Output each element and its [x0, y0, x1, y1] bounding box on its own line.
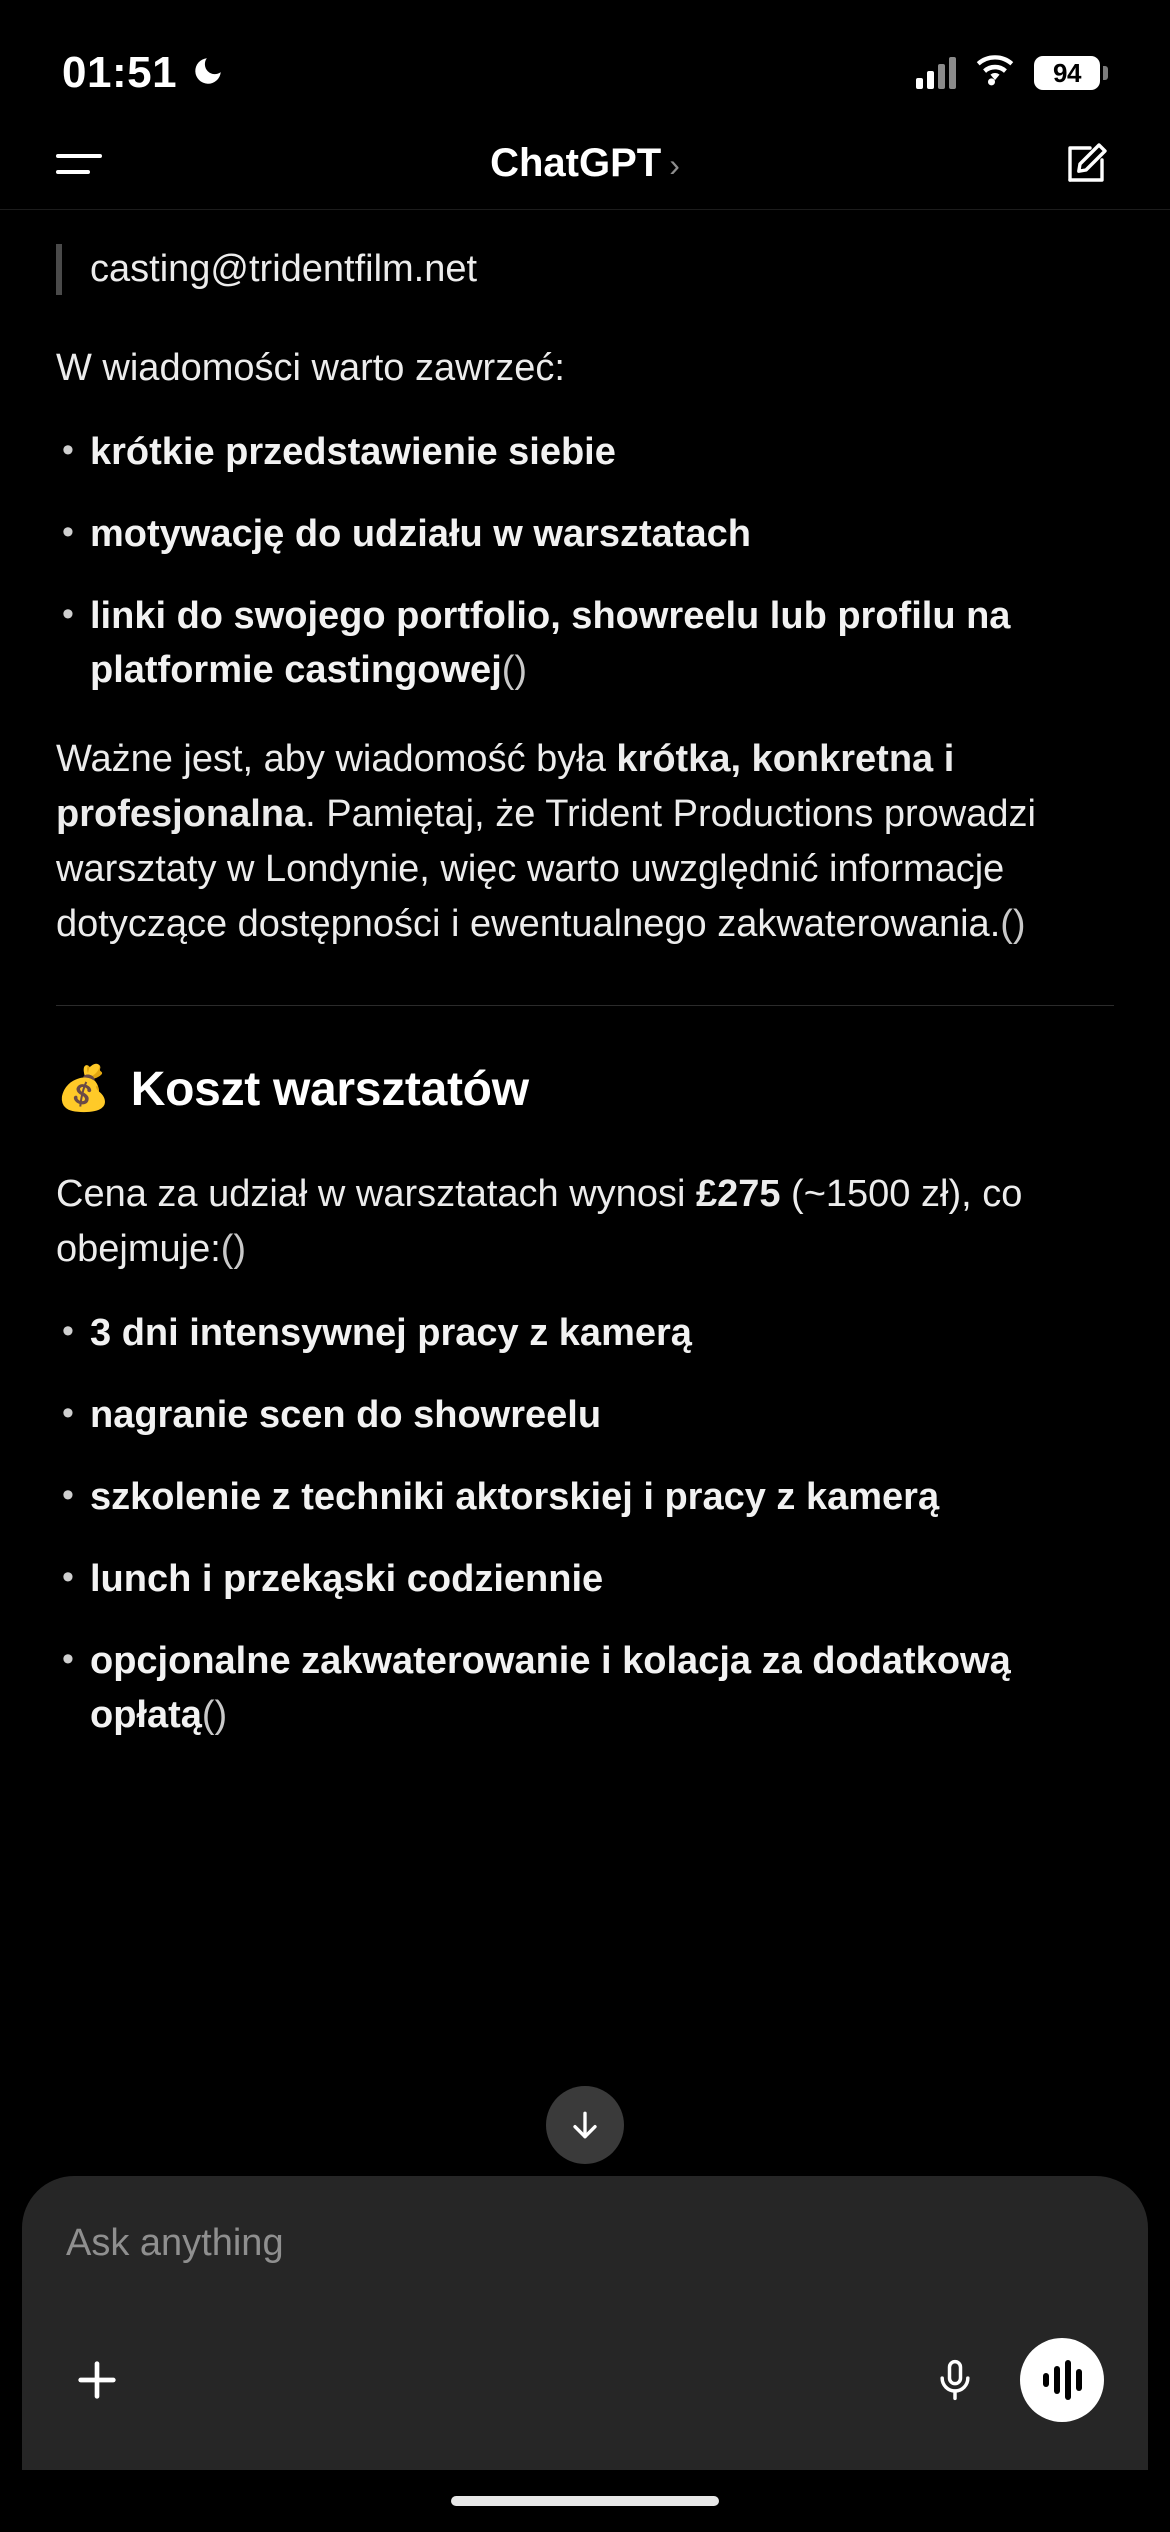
list-item [56, 1553, 1114, 1607]
citation-marker: () [501, 649, 528, 692]
list-item-text: motywację do udziału w warsztatach [90, 513, 751, 556]
list-item-text: lunch i przekąski codziennie [90, 1557, 604, 1600]
message-composer[interactable] [22, 2176, 1148, 2470]
list-item-text: krótkie przedstawienie siebie [90, 431, 616, 474]
home-indicator-area [0, 2470, 1170, 2532]
status-bar-left [62, 48, 225, 98]
list-item-text: szkolenie z techniki aktorskiej i pracy z kamerą [90, 1475, 940, 1518]
cellular-signal-icon [916, 57, 956, 89]
list-item-text: opcjonalne zakwaterowanie i kolacja za dodatkową opłatą [90, 1639, 1011, 1736]
top-nav-bar [0, 118, 1170, 210]
status-bar-right [916, 55, 1108, 92]
list-item [56, 426, 1114, 480]
quote-text: casting@tridentfilm.net [90, 248, 478, 290]
composer-right-tools [926, 2338, 1104, 2422]
attach-plus-icon[interactable] [66, 2349, 128, 2411]
cost-section-heading [56, 1062, 1114, 1117]
microphone-icon[interactable] [926, 2349, 984, 2411]
section-title: Koszt warsztatów [130, 1062, 529, 1116]
price-bullet-list [56, 1307, 1114, 1743]
citation-marker: () [1000, 903, 1026, 946]
status-bar [0, 0, 1170, 118]
hamburger-menu-icon[interactable] [56, 136, 112, 192]
home-indicator [451, 2496, 719, 2506]
paragraph-bold-1: krótka, konkretna i profesjonalna [56, 738, 955, 836]
price-part-1: Cena za udział w warsztatach wynosi [56, 1172, 696, 1215]
citation-marker: () [220, 1227, 247, 1270]
price-part-2: (~1500 zł), co obejmuje: [56, 1172, 1023, 1270]
price-amount: £275 [695, 1172, 781, 1215]
conversation-scroll-area[interactable] [0, 210, 1170, 2176]
intro-paragraph: W wiadomości warto zawrzeć: [56, 347, 565, 390]
section-divider [56, 1005, 1114, 1006]
chevron-right-icon: › [669, 147, 680, 183]
composer-toolbar [66, 2338, 1104, 2422]
money-bag-icon: 💰 [56, 1064, 111, 1114]
email-quote-block [56, 244, 1114, 295]
scroll-to-bottom-arrow-icon[interactable] [546, 2086, 624, 2164]
message-bullet-list [56, 426, 1114, 698]
list-item [56, 590, 1114, 698]
list-item-text: nagranie scen do showreelu [90, 1393, 602, 1436]
chat-input[interactable]: Ask anything [66, 2222, 284, 2264]
page-title: ChatGPT [490, 141, 662, 185]
battery-indicator [1034, 56, 1108, 90]
chat-title-button[interactable] [490, 141, 680, 186]
status-time: 01:51 [62, 48, 178, 97]
battery-percent: 94 [1053, 57, 1081, 88]
new-chat-compose-icon[interactable] [1058, 136, 1114, 192]
list-item [56, 1635, 1114, 1743]
paragraph-part-1: Ważne jest, aby wiadomość była [56, 738, 617, 781]
list-item [56, 508, 1114, 562]
voice-mode-icon[interactable] [1020, 2338, 1104, 2422]
importance-paragraph [56, 732, 1114, 952]
price-paragraph [56, 1167, 1114, 1277]
list-item [56, 1389, 1114, 1443]
citation-marker: () [201, 1693, 228, 1736]
list-item-text: linki do swojego portfolio, showreelu lub profilu na platformie castingowej [90, 595, 1011, 692]
list-item [56, 1471, 1114, 1525]
list-item [56, 1307, 1114, 1361]
moon-icon [191, 54, 225, 93]
paragraph-part-2: . Pamiętaj, że Trident Productions prowadzi warsztaty w Londynie, więc warto uwzględnić informacje dotyczące dostępności i ewentualnego zakwaterowania. [56, 793, 1036, 946]
wifi-icon [974, 55, 1016, 92]
list-item-text: 3 dni intensywnej pracy z kamerą [90, 1311, 692, 1354]
